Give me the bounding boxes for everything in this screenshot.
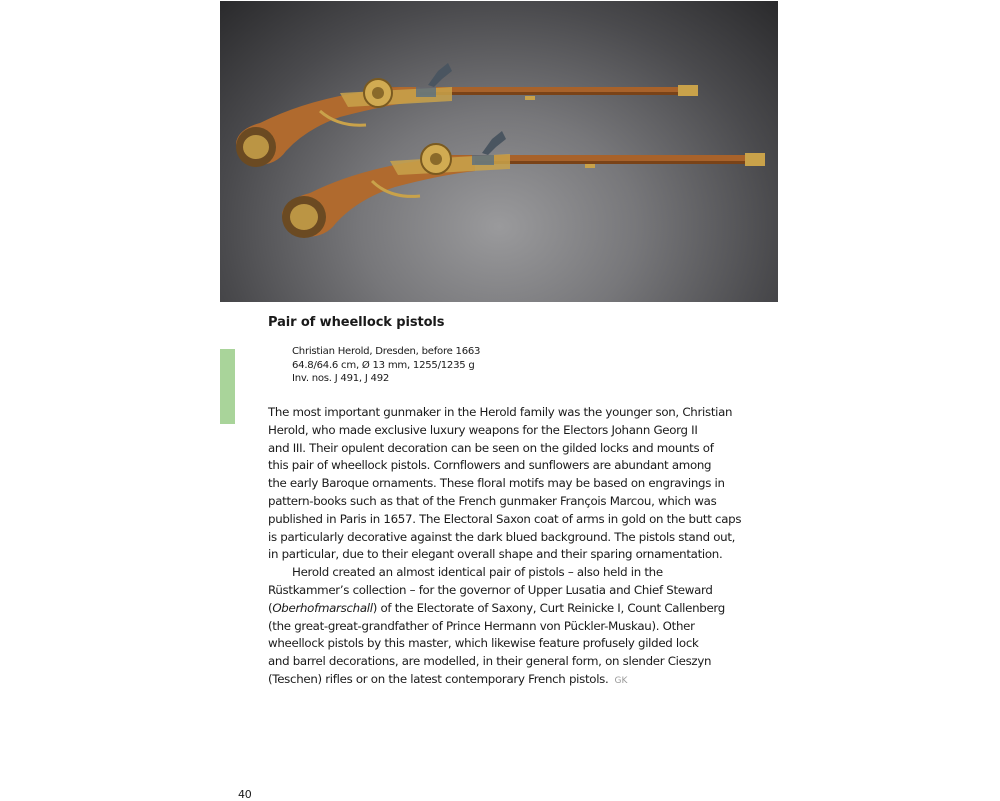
body-line: Herold, who made exclusive luxury weapons for the Electors Johann Georg II (268, 422, 698, 437)
entry-title: Pair of wheellock pistols (268, 315, 445, 330)
lower-pistol-muzzle-band (745, 153, 765, 166)
open-paren: ( (268, 600, 273, 615)
body-line-rest: ) of the Electorate of Saxony, Curt Reinicke I, Count Callenberg (372, 600, 725, 615)
inventory-line: Inv. nos. J 491, J 492 (292, 373, 390, 384)
object-details (292, 345, 480, 386)
dimensions-line: 64.8/64.6 cm, Ø 13 mm, 1255/1235 g (292, 359, 475, 371)
body-line: published in Paris in 1657. The Electoral Saxon coat of arms in gold on the butt caps (268, 511, 742, 526)
lower-pistol-dog (482, 131, 506, 155)
body-line: and barrel decorations, are modelled, in their general form, on slender Cieszyn (268, 654, 712, 669)
upper-pistol-dog (428, 63, 452, 87)
upper-pistol (236, 63, 698, 167)
body-line: pattern-books such as that of the French gunmaker François Marcou, which was (268, 493, 717, 508)
pistols-photo (220, 1, 778, 302)
body-line-last (268, 671, 718, 691)
pistols-illustration (220, 1, 778, 302)
body-line: in particular, due to their elegant overall shape and their sparing ornamentation. (268, 547, 723, 562)
body-text (268, 404, 742, 691)
body-line: is particularly decorative against the dark blued background. The pistols stand out, (268, 529, 736, 544)
accent-bar (220, 349, 235, 424)
body-line: and III. Their opulent decoration can be seen on the gilded locks and mounts of (268, 440, 714, 455)
paragraph-two-first-line: Herold created an almost identical pair of pistols – also held in the (292, 565, 663, 580)
body-line: the early Baroque ornaments. These floral motifs may be based on engravings in (268, 476, 725, 491)
author-initials: GK (614, 675, 628, 686)
page-number: 40 (238, 788, 252, 801)
upper-pistol-muzzle-band (678, 85, 698, 96)
body-line-text: (Teschen) rifles or on the latest contemporary French pistols. (268, 671, 609, 686)
body-line: (the great-great-grandfather of Prince Hermann von Pückler-Muskau). Other (268, 618, 695, 633)
body-line: this pair of wheellock pistols. Cornflowers and sunflowers are abundant among (268, 458, 712, 473)
body-line: Rüstkammer’s collection – for the governor of Upper Lusatia and Chief Steward (268, 582, 713, 597)
body-line: wheellock pistols by this master, which likewise feature profusely gilded lock (268, 636, 699, 651)
maker-line: Christian Herold, Dresden, before 1663 (292, 346, 481, 357)
body-line (268, 600, 725, 618)
italic-term: Oberhofmarschall (272, 600, 373, 615)
lower-pistol (282, 131, 765, 238)
body-line: The most important gunmaker in the Herold family was the younger son, Christian (268, 405, 733, 419)
